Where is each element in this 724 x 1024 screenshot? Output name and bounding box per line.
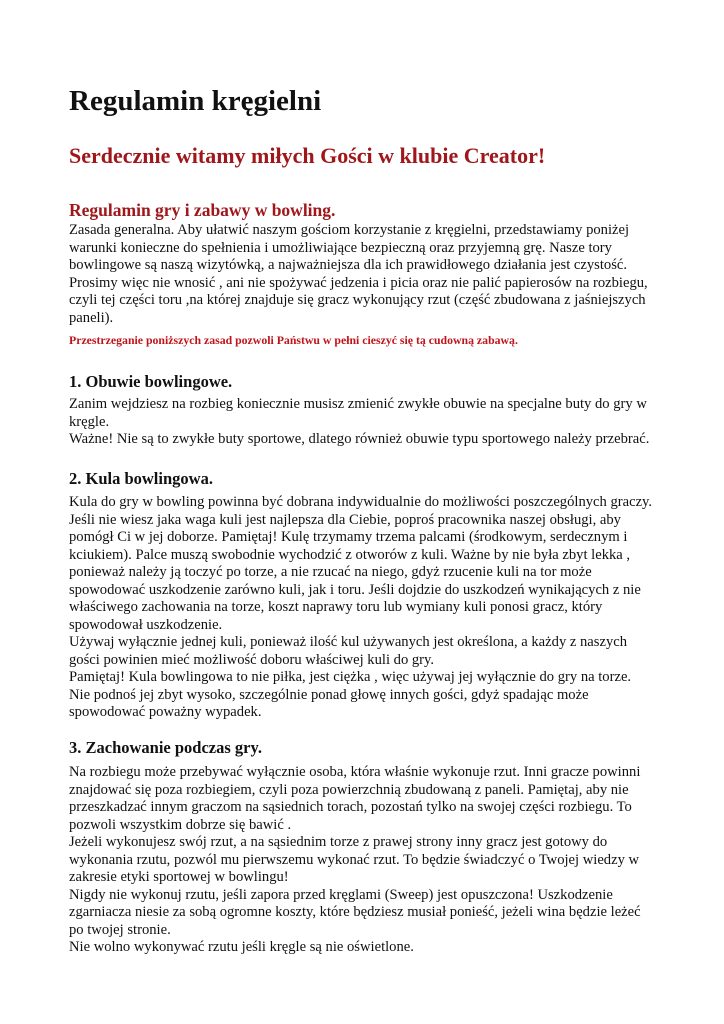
section-line: Jeżeli wykonujesz swój rzut, a na sąsiednim torze z prawej strony inny gracz jest gotowy do (69, 834, 608, 850)
section-line: spowodował uszkodzenie. (69, 616, 223, 633)
section-body-ball (69, 494, 659, 722)
intro-paragraph (69, 222, 659, 327)
welcome-heading: Serdecznie witamy miłych Gości w klubie Creator! (69, 143, 546, 168)
page-title: Regulamin kręgielni (69, 85, 322, 117)
notice-text: Przestrzeganie poniższych zasad pozwoli Państwu w pełni cieszyć się tą cudowną zabawą. (69, 333, 518, 347)
section-line: Pamiętaj! Kula bowlingowa to nie piłka, jest ciężka , więc używaj jej wyłącznie do gry na torze. (69, 669, 632, 685)
section-line: Jeśli nie wiesz jaka waga kuli jest najlepsza dla Ciebie, poproś pracownika naszej obsługi, aby (69, 511, 621, 528)
intro-line: czyli tej części toru ,na której znajduje się gracz wykonujący rzut (część zbudowana z jaśniejszych (69, 292, 646, 308)
intro-line: Prosimy więc nie wnosić , ani nie spożywać jedzenia i picia oraz nie palić papierosów na rozbiegu, (69, 274, 648, 291)
section-line: zgarniacza niesie za sobą ogromne koszty, które będziesz musiał ponieść, jeżeli wina będzie leżeć (69, 904, 641, 920)
section-line: spowodować poważny wypadek. (69, 704, 262, 720)
intro-line: paneli). (69, 309, 114, 326)
section-line: spowodować uszkodzenie zarówno kuli, jak i toru. Jeśli dojdzie do uszkodzeń wynikających z nie (69, 581, 641, 598)
section-line: pozwoli wszystkim dobrze się bawić . (69, 816, 292, 833)
section-line: kręgle. (69, 413, 110, 430)
section-line: Zanim wejdziesz na rozbieg koniecznie musisz zmienić zwykłe obuwie na specjalne buty do gry w (69, 396, 647, 412)
section-line: Używaj wyłącznie jednej kuli, ponieważ ilość kul używanych jest określona, a każdy z naszych (69, 634, 628, 650)
section-heading-behavior: 3. Zachowanie podczas gry. (69, 738, 262, 757)
intro-line: Zasada generalna. Aby ułatwić naszym gościom korzystanie z kręgielni, przedstawiamy poniżej (69, 222, 630, 238)
section-line: pomógł Ci w jej doborze. Pamiętaj! Kulę trzymamy trzema palcami (środkowym, serdecznym i (69, 529, 628, 545)
section-line: Kula do gry w bowling powinna być dobrana indywidualnie do możliwości poszczególnych graczy. (69, 494, 653, 510)
section-heading-footwear: 1. Obuwie bowlingowe. (69, 372, 233, 391)
section-line: wykonania rzutu, pozwól mu pierwszemu wykonać rzut. To będzie świadczyć o Twojej wiedzy w (69, 851, 640, 868)
intro-line: warunki konieczne do spełnienia i umożliwiające bezpieczną oraz przyjemną grę. Nasze tory (69, 239, 612, 256)
section-line: Na rozbiegu może przebywać wyłącznie osoba, która właśnie wykonuje rzut. Inni gracze powinni (69, 764, 641, 780)
section-line: Nigdy nie wykonuj rzutu, jeśli zapora przed kręglami (Sweep) jest opuszczona! Uszkodzenie (69, 886, 613, 903)
section-line: kciukiem). Palce muszą swobodnie wychodzić z otworów z kuli. Ważne by nie była zbyt lekka , (69, 546, 631, 563)
section-line: po twojej stronie. (69, 921, 171, 938)
section-line: Nie wolno wykonywać rzutu jeśli kręgle są nie oświetlone. (69, 939, 414, 955)
intro-line: bowlingowe są naszą wizytówką, a najważniejsza dla ich prawidłowego działania jest czystość. (69, 257, 628, 273)
section-line: ponieważ należy ją toczyć po torze, a nie rzucać na niego, gdyż rzucenie kuli na tor może (69, 564, 592, 580)
section-line: właściwego zachowania na torze, koszt naprawy toru lub wymiany kuli ponosi gracz, który (69, 599, 603, 615)
section-line: gości powinien mieć możliwość doboru właściwej kuli do gry. (69, 651, 435, 668)
rules-subtitle: Regulamin gry i zabawy w bowling. (69, 200, 336, 220)
section-body-footwear (69, 396, 659, 449)
section-heading-ball: 2. Kula bowlingowa. (69, 469, 213, 488)
section-line: przeszkadzać innym graczom na sąsiednich torach, pozostań tylko na swojej części rozbiegu. To (69, 799, 632, 815)
section-line: znajdować się poza rozbiegiem, czyli poza powierzchnią zbudowaną z paneli. Pamiętaj, aby nie (69, 781, 629, 798)
section-body-behavior (69, 764, 659, 957)
section-line: Ważne! Nie są to zwykłe buty sportowe, dlatego również obuwie typu sportowego należy przebrać. (69, 431, 650, 447)
section-line: Nie podnoś jej zbyt wysoko, szczególnie ponad głowę innych gości, gdyż spadając może (69, 686, 589, 703)
section-line: zakresie etyki sportowej w bowlingu! (69, 869, 289, 885)
